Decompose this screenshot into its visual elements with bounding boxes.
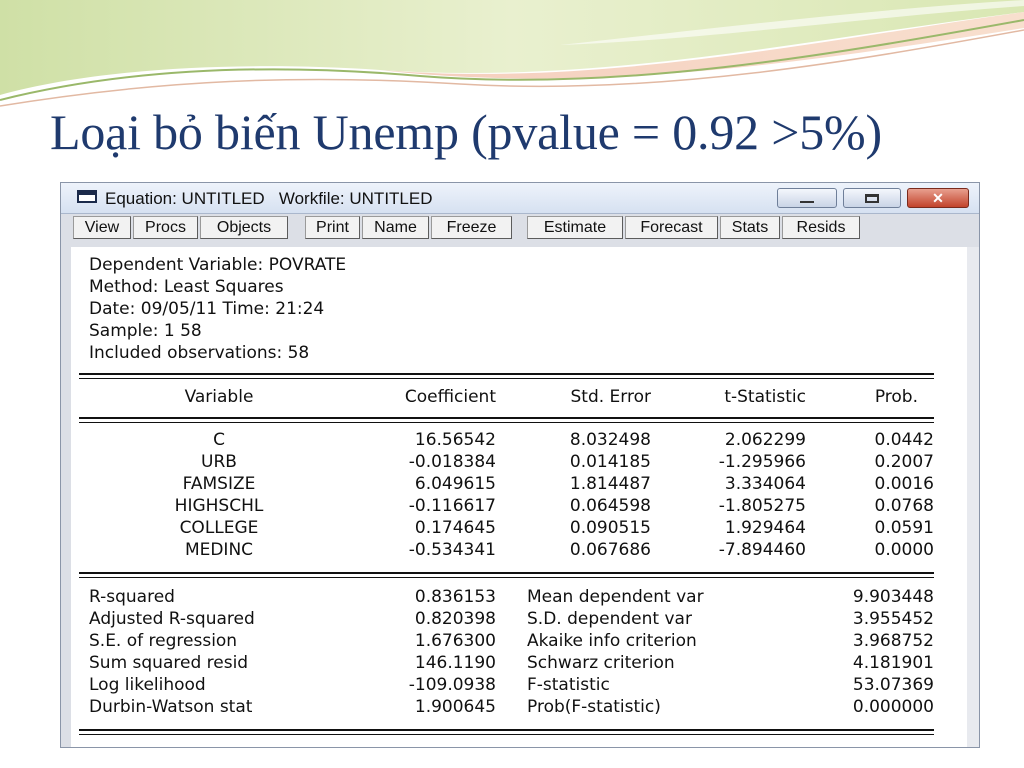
stat-label: Schwarz criterion (527, 653, 675, 673)
stat-value: 0.836153 (414, 587, 496, 607)
coefficient-value: -0.534341 (408, 540, 496, 560)
stat-label: R-squared (89, 587, 175, 607)
variable-name: FAMSIZE (182, 474, 256, 494)
column-header-prob: Prob. (874, 387, 918, 407)
prob-value: 0.2007 (874, 452, 934, 472)
slide-title: Loại bỏ biến Unemp (pvalue = 0.92 >5%) (50, 104, 882, 160)
method-line: Method: Least Squares (89, 277, 284, 297)
coefficient-value: -0.018384 (408, 452, 496, 472)
window-app-icon (77, 190, 97, 203)
std-error-value: 1.814487 (569, 474, 651, 494)
t-statistic-value: -7.894460 (718, 540, 806, 560)
window-titlebar[interactable] (61, 183, 979, 214)
t-statistic-value: 1.929464 (724, 518, 806, 538)
divider (79, 378, 934, 379)
std-error-value: 0.064598 (569, 496, 651, 516)
stat-label: S.E. of regression (89, 631, 238, 651)
sample-line: Sample: 1 58 (89, 321, 202, 341)
estimate-button[interactable]: Estimate (527, 216, 623, 239)
std-error-value: 0.090515 (569, 518, 651, 538)
variable-name: HIGHSCHL (174, 496, 264, 516)
std-error-value: 8.032498 (569, 430, 651, 450)
decorative-swoosh-background (0, 0, 1024, 110)
divider (79, 572, 934, 574)
prob-value: 0.0768 (874, 496, 934, 516)
stat-value: 146.1190 (414, 653, 496, 673)
std-error-value: 0.014185 (569, 452, 651, 472)
stat-value: 0.000000 (852, 697, 934, 717)
procs-button[interactable]: Procs (133, 216, 198, 239)
variable-name: C (213, 430, 225, 450)
divider (79, 417, 934, 419)
stat-label: Durbin-Watson stat (89, 697, 253, 717)
t-statistic-value: -1.805275 (718, 496, 806, 516)
stat-value: 4.181901 (852, 653, 934, 673)
equation-output (71, 247, 967, 747)
stat-label: Adjusted R-squared (89, 609, 255, 629)
freeze-button[interactable]: Freeze (431, 216, 512, 239)
objects-button[interactable]: Objects (200, 216, 288, 239)
column-header-std-error: Std. Error (570, 387, 651, 407)
maximize-button[interactable] (843, 188, 901, 208)
column-header-variable: Variable (184, 387, 254, 407)
vertical-scrollbar[interactable] (967, 247, 979, 747)
close-icon: ✕ (932, 189, 944, 206)
minimize-button[interactable] (777, 188, 837, 208)
stat-value: 0.820398 (414, 609, 496, 629)
stat-label: Mean dependent var (527, 587, 704, 607)
t-statistic-value: 3.334064 (724, 474, 806, 494)
view-button[interactable]: View (73, 216, 131, 239)
close-button[interactable] (907, 188, 969, 208)
stat-value: 3.955452 (852, 609, 934, 629)
observations-line: Included observations: 58 (89, 343, 310, 363)
prob-value: 0.0016 (874, 474, 934, 494)
column-header-coefficient: Coefficient (404, 387, 496, 407)
stat-value: 53.07369 (852, 675, 934, 695)
stat-label: Akaike info criterion (527, 631, 697, 651)
variable-name: URB (201, 452, 237, 472)
divider (79, 373, 934, 375)
coefficient-value: 0.174645 (414, 518, 496, 538)
stat-label: Prob(F-statistic) (527, 697, 661, 717)
variable-name: COLLEGE (179, 518, 259, 538)
prob-value: 0.0591 (874, 518, 934, 538)
forecast-button[interactable]: Forecast (625, 216, 718, 239)
stat-label: F-statistic (527, 675, 610, 695)
divider (79, 422, 934, 423)
stat-label: Log likelihood (89, 675, 206, 695)
coefficient-value: -0.116617 (408, 496, 496, 516)
stat-value: -109.0938 (408, 675, 496, 695)
stat-value: 9.903448 (852, 587, 934, 607)
std-error-value: 0.067686 (569, 540, 651, 560)
stat-value: 3.968752 (852, 631, 934, 651)
stat-label: S.D. dependent var (527, 609, 692, 629)
coefficient-value: 16.56542 (414, 430, 496, 450)
minimize-icon (800, 201, 814, 203)
stat-value: 1.676300 (414, 631, 496, 651)
stat-label: Sum squared resid (89, 653, 249, 673)
prob-value: 0.0442 (874, 430, 934, 450)
equation-window (60, 182, 980, 748)
print-button[interactable]: Print (305, 216, 360, 239)
coefficient-value: 6.049615 (414, 474, 496, 494)
divider (79, 734, 934, 735)
window-title: Equation: UNTITLED Workfile: UNTITLED (105, 189, 433, 208)
t-statistic-value: 2.062299 (724, 430, 806, 450)
t-statistic-value: -1.295966 (718, 452, 806, 472)
divider (79, 729, 934, 731)
divider (79, 577, 934, 578)
resids-button[interactable]: Resids (782, 216, 860, 239)
prob-value: 0.0000 (874, 540, 934, 560)
maximize-icon (865, 194, 879, 203)
variable-name: MEDINC (184, 540, 254, 560)
date-time-line: Date: 09/05/11 Time: 21:24 (89, 299, 325, 319)
stats-button[interactable]: Stats (720, 216, 780, 239)
dependent-variable-line: Dependent Variable: POVRATE (89, 255, 347, 275)
name-button[interactable]: Name (362, 216, 429, 239)
column-header-t-statistic: t-Statistic (724, 387, 806, 407)
stat-value: 1.900645 (414, 697, 496, 717)
